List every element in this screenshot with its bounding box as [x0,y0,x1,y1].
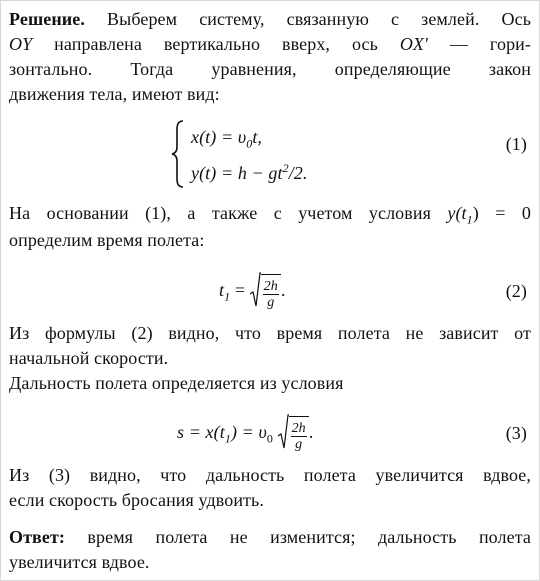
equation-number: (2) [505,281,527,301]
equation-number: (1) [505,134,527,154]
paragraph-line: На основании (1), а также с учетом условия $y(t_1) = 0$ [9,203,531,227]
paragraph-line: если скорость бросания удвоить. [9,490,264,510]
paragraph-line: начальной скорости. [9,348,169,368]
equation-line: $y(t) = h - gt^2/2$. [191,161,308,183]
solution-label: Решение. [9,9,85,29]
sqrt-icon: $\frac{2h}{g}$ [278,416,309,452]
paragraph-line: OY направлена вертикально вверх, ось OX' — гори- [9,34,531,54]
paragraph-line: Из (3) видно, что дальность полета увеличится вдвое, [9,465,531,485]
sqrt-icon: $\frac{2h}{g}$ [250,274,281,310]
equation-line: $t_1$ = $\frac{2h}{g}$ . [219,273,285,314]
curly-brace-icon [171,119,185,189]
paragraph-line: определим время полета: [9,230,205,250]
answer-line: Ответ: время полета не изменится; дальность полета [9,527,531,547]
answer-label: Ответ: [9,527,65,547]
paragraph-line: движения тела, имеют вид: [9,84,220,104]
equation-number: (3) [505,423,527,443]
answer-line: увеличится вдвое. [9,552,150,572]
paragraph-line: Дальность полета определяется из условия [9,373,344,393]
equation-line: $x(t) = \upsilon_0t$, [191,127,263,151]
paragraph-line: зонтально. Тогда уравнения, определяющие закон [9,59,531,79]
paragraph-line: Из формулы (2) видно, что время полета не зависит от [9,323,531,343]
equation-line: $s = x(t_1) = \upsilon_0$ $\frac{2h}{g}$ . [177,415,313,456]
paragraph-line: Решение. Выберем систему, связанную с землей. Ось [9,9,531,29]
